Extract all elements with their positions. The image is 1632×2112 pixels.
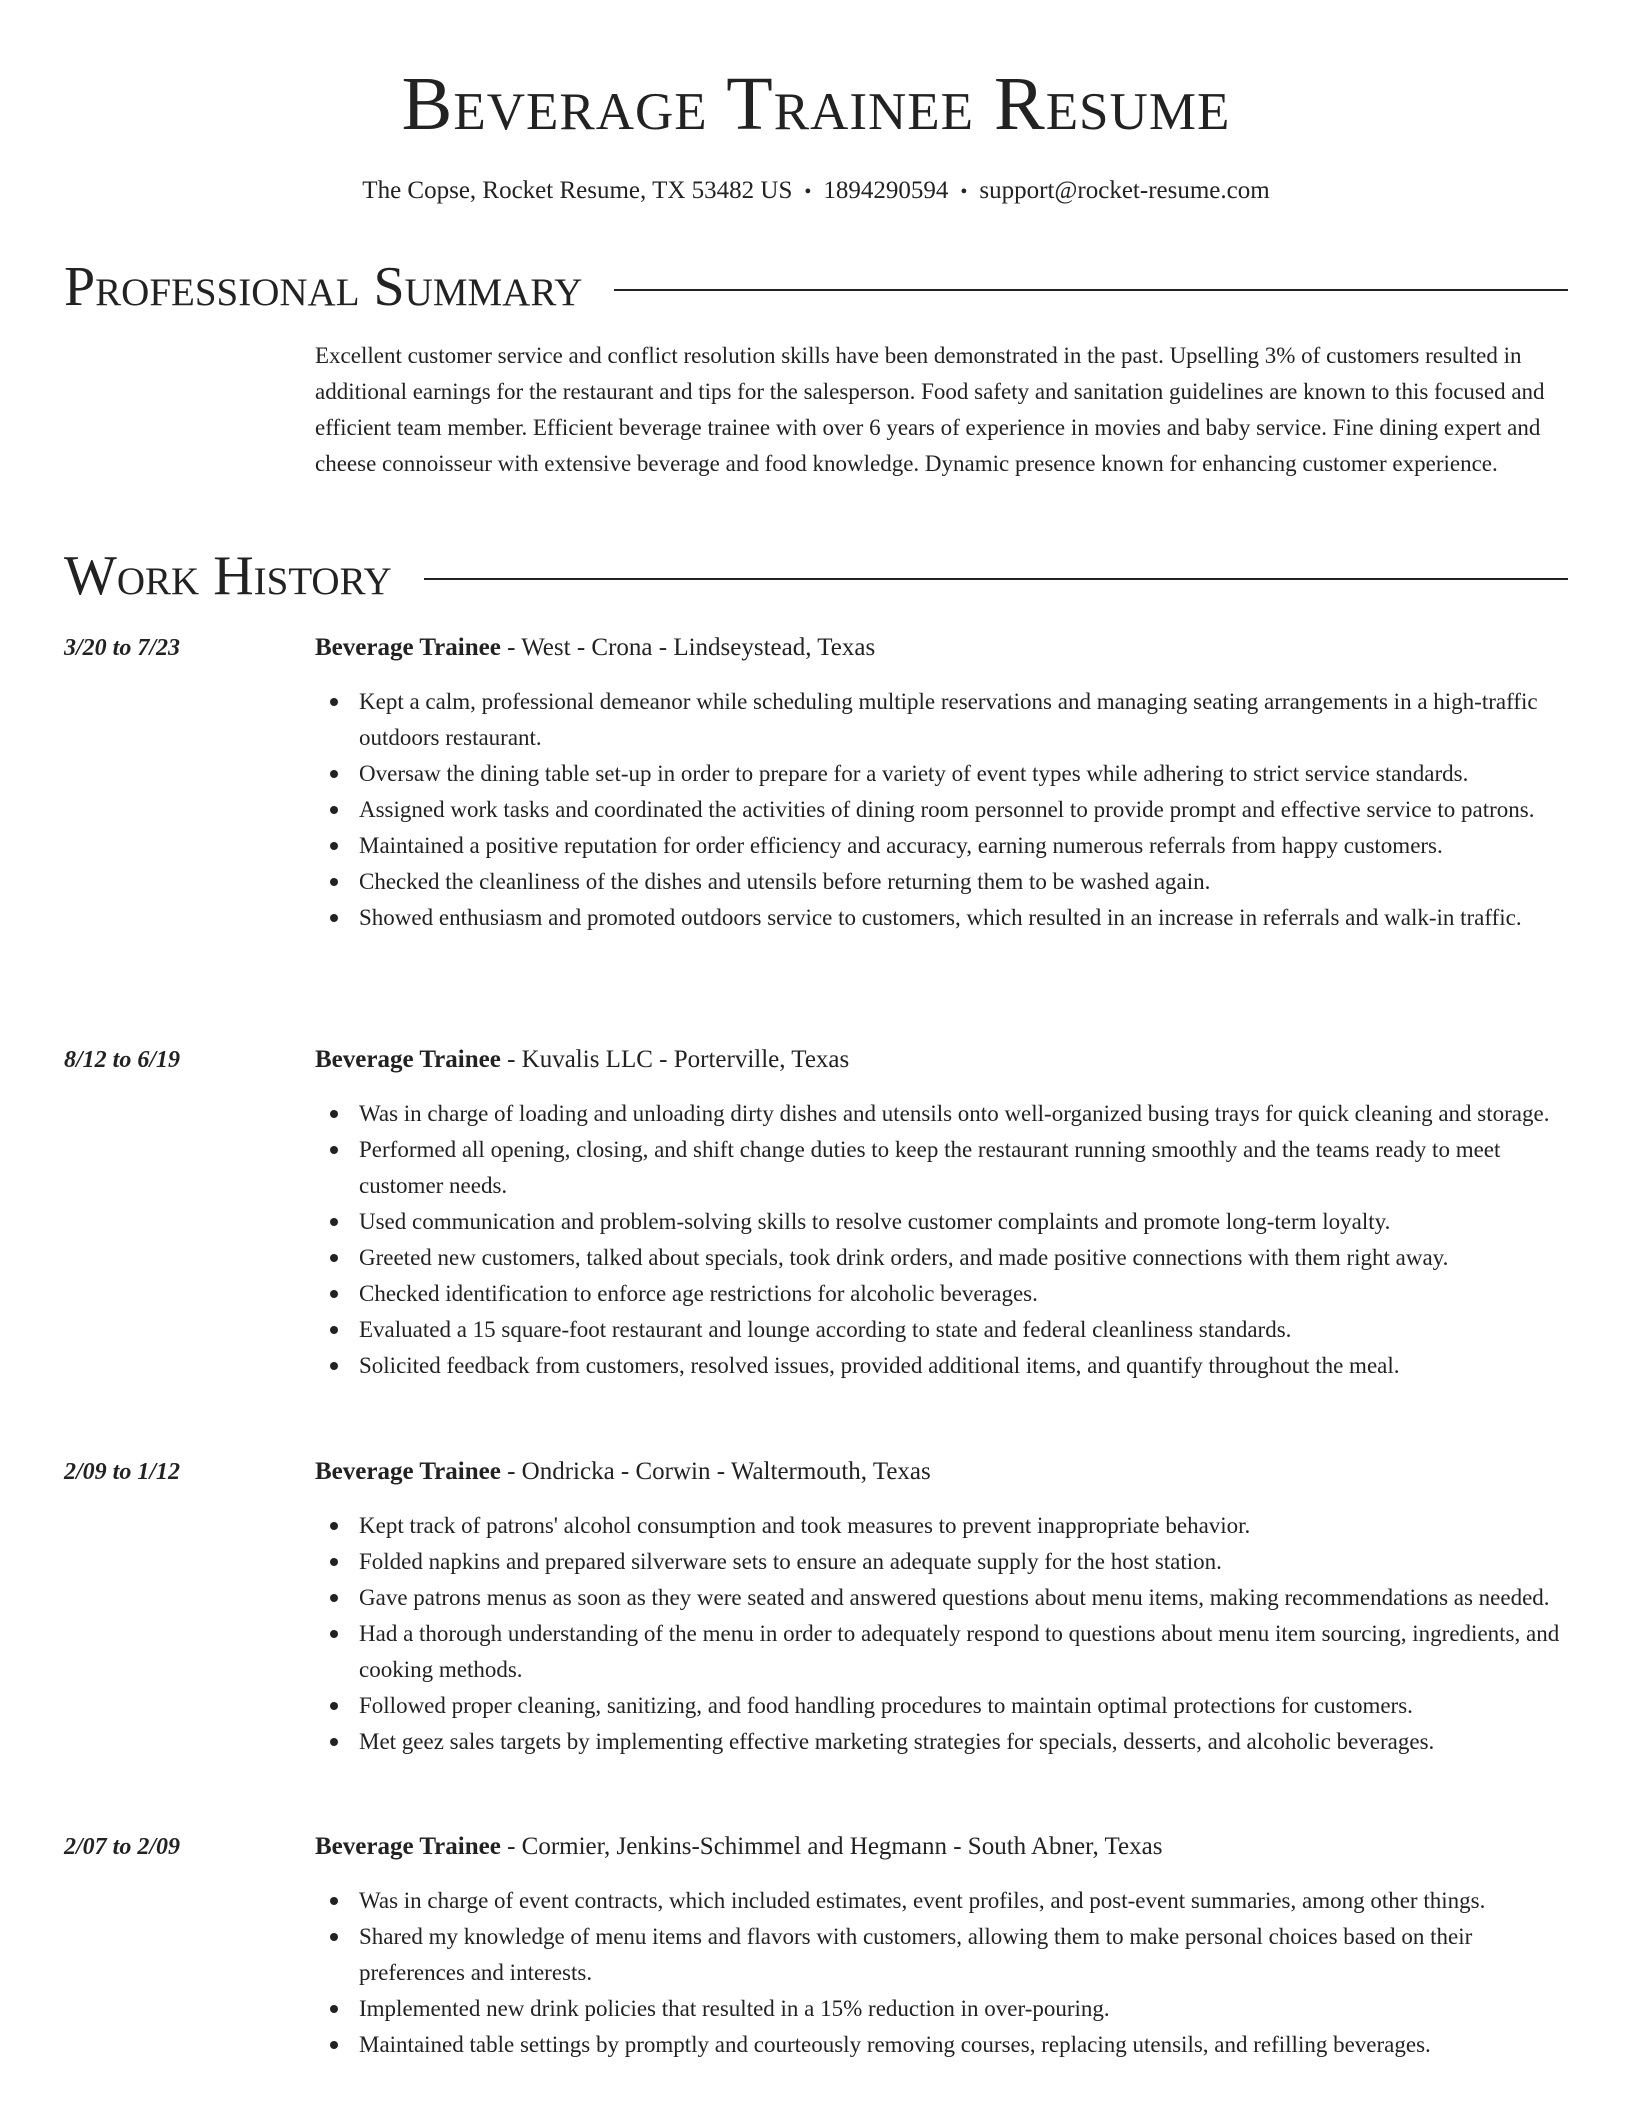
bullet-icon xyxy=(330,1326,338,1334)
job-heading xyxy=(315,630,875,666)
job-duty-text: Greeted new customers, talked about specials, took drink orders, and made positive connections with them right away. xyxy=(359,1245,1449,1270)
job-duty xyxy=(359,1204,1570,1240)
contact-email: support@rocket-resume.com xyxy=(979,177,1270,204)
bullet-icon xyxy=(330,842,338,850)
job-duty-text: Checked identification to enforce age restrictions for alcoholic beverages. xyxy=(359,1281,1038,1306)
job-duty xyxy=(359,1276,1570,1312)
job-duty xyxy=(359,1991,1570,2027)
section-title-label: Professional Summary xyxy=(64,256,583,318)
job-duty-text: Evaluated a 15 square-foot restaurant and lounge according to state and federal cleanliness standards. xyxy=(359,1317,1292,1342)
contact-line xyxy=(0,173,1632,210)
bullet-icon xyxy=(330,1738,338,1746)
work-history-heading xyxy=(64,544,1568,608)
job-duties-list xyxy=(315,1508,1570,1760)
job-employer: - Cormier, Jenkins-Schimmel and Hegmann - South Abner, Texas xyxy=(500,1833,1163,1860)
bullet-icon xyxy=(330,1362,338,1370)
job-duty-text: Gave patrons menus as soon as they were seated and answered questions about menu items, making recommendations as needed. xyxy=(359,1585,1550,1610)
job-duty xyxy=(359,2027,1570,2063)
contact-phone: 1894290594 xyxy=(823,177,949,204)
job-duty-text: Had a thorough understanding of the menu in order to adequately respond to questions about menu item sourcing, ingredients, and cooking methods. xyxy=(359,1621,1560,1682)
job-duty xyxy=(359,1312,1570,1348)
job-duty-text: Showed enthusiasm and promoted outdoors service to customers, which resulted in an increase in referrals and walk-in traffic. xyxy=(359,905,1522,930)
job-title: Beverage Trainee xyxy=(315,1458,501,1485)
job-duty-text: Maintained a positive reputation for order efficiency and accuracy, earning numerous referrals from happy customers. xyxy=(359,833,1443,858)
job-duty xyxy=(359,900,1570,936)
job-dates: 3/20 to 7/23 xyxy=(64,635,181,661)
job-duty-text: Implemented new drink policies that resulted in a 15% reduction in over-pouring. xyxy=(359,1996,1110,2021)
job-duty xyxy=(359,684,1570,756)
job-duty-text: Was in charge of loading and unloading dirty dishes and utensils onto well-organized busing trays for quick cleaning and storage. xyxy=(359,1101,1550,1126)
job-duties-list xyxy=(315,684,1570,936)
job-duty-text: Assigned work tasks and coordinated the activities of dining room personnel to provide prompt and effective service to patrons. xyxy=(359,797,1535,822)
bullet-icon xyxy=(330,1933,338,1941)
job-heading xyxy=(315,1454,931,1490)
bullet-icon xyxy=(330,1558,338,1566)
bullet-icon xyxy=(330,698,338,706)
job-duty xyxy=(359,756,1570,792)
job-duty-text: Shared my knowledge of menu items and flavors with customers, allowing them to make personal choices based on their preferences and interests. xyxy=(359,1924,1473,1985)
job-duties-list xyxy=(315,1883,1570,2063)
bullet-icon xyxy=(330,1218,338,1226)
bullet-icon xyxy=(330,1594,338,1602)
job-duty-text: Oversaw the dining table set-up in order to prepare for a variety of event types while adhering to strict service standards. xyxy=(359,761,1469,786)
summary-paragraph: Excellent customer service and conflict resolution skills have been demonstrated in the past. Upselling 3% of customers resulted in additional earnings for the restaurant and tips for the salesperson. Food safety and sanitation guidelines are known to this focused and efficient team member. Efficient beverage trainee with over 6 years of experience in movies and baby service. Fine dining expert and cheese connoisseur with extensive beverage and food knowledge. Dynamic presence known for enhancing customer experience. xyxy=(315,343,1545,476)
job-duty-text: Maintained table settings by promptly and courteously removing courses, replacing utensils, and refilling beverages. xyxy=(359,2032,1431,2057)
section-divider xyxy=(614,289,1568,291)
job-title: Beverage Trainee xyxy=(315,1046,501,1073)
job-duty xyxy=(359,1580,1570,1616)
job-duty xyxy=(359,828,1570,864)
resume-title: Beverage Trainee Resume xyxy=(401,62,1231,146)
job-title: Beverage Trainee xyxy=(315,634,501,661)
job-duty xyxy=(359,1132,1570,1204)
job-duty xyxy=(359,1883,1570,1919)
job-duties-list xyxy=(315,1096,1570,1384)
job-dates: 8/12 to 6/19 xyxy=(64,1047,181,1073)
job-duty xyxy=(359,1240,1570,1276)
bullet-icon xyxy=(330,878,338,886)
job-dates: 2/07 to 2/09 xyxy=(64,1834,181,1860)
job-heading xyxy=(315,1829,1162,1865)
bullet-icon xyxy=(330,2041,338,2049)
bullet-icon xyxy=(330,1522,338,1530)
job-duty-text: Met geez sales targets by implementing effective marketing strategies for specials, desserts, and alcoholic beverages. xyxy=(359,1729,1435,1754)
contact-separator: • xyxy=(804,181,812,203)
job-duty xyxy=(359,1544,1570,1580)
bullet-icon xyxy=(330,2005,338,2013)
job-employer: - West - Crona - Lindseystead, Texas xyxy=(500,634,876,661)
job-duty xyxy=(359,1919,1570,1991)
job-duty xyxy=(359,1348,1570,1384)
section-title-label: Work History xyxy=(64,545,392,607)
job-duty-text: Kept track of patrons' alcohol consumption and took measures to prevent inappropriate behavior. xyxy=(359,1513,1251,1538)
contact-address: The Copse, Rocket Resume, TX 53482 US xyxy=(362,177,793,204)
job-duty xyxy=(359,864,1570,900)
bullet-icon xyxy=(330,806,338,814)
bullet-icon xyxy=(330,1630,338,1638)
job-duty-text: Checked the cleanliness of the dishes and utensils before returning them to be washed again. xyxy=(359,869,1211,894)
job-duty-text: Solicited feedback from customers, resolved issues, provided additional items, and quantify throughout the meal. xyxy=(359,1353,1400,1378)
bullet-icon xyxy=(330,770,338,778)
job-duty-text: Kept a calm, professional demeanor while scheduling multiple reservations and managing seating arrangements in a high-traffic outdoors restaurant. xyxy=(359,689,1538,750)
job-duty xyxy=(359,1616,1570,1688)
job-duty xyxy=(359,1096,1570,1132)
job-duty-text: Folded napkins and prepared silverware sets to ensure an adequate supply for the host station. xyxy=(359,1549,1222,1574)
bullet-icon xyxy=(330,1110,338,1118)
bullet-icon xyxy=(330,1254,338,1262)
job-heading xyxy=(315,1042,849,1078)
job-duty-text: Performed all opening, closing, and shift change duties to keep the restaurant running smoothly and the teams ready to meet customer needs. xyxy=(359,1137,1501,1198)
bullet-icon xyxy=(330,1290,338,1298)
bullet-icon xyxy=(330,914,338,922)
job-duty-text: Was in charge of event contracts, which included estimates, event profiles, and post-event summaries, among other things. xyxy=(359,1888,1486,1913)
professional-summary-heading xyxy=(64,255,1568,319)
job-employer: - Kuvalis LLC - Porterville, Texas xyxy=(500,1046,850,1073)
job-dates: 2/09 to 1/12 xyxy=(64,1459,181,1485)
job-duty xyxy=(359,1688,1570,1724)
job-duty-text: Followed proper cleaning, sanitizing, and food handling procedures to maintain optimal protections for customers. xyxy=(359,1693,1413,1718)
job-duty xyxy=(359,1724,1570,1760)
job-duty xyxy=(359,1508,1570,1544)
job-employer: - Ondricka - Corwin - Waltermouth, Texas xyxy=(500,1458,931,1485)
bullet-icon xyxy=(330,1146,338,1154)
job-duty-text: Used communication and problem-solving skills to resolve customer complaints and promote long-term loyalty. xyxy=(359,1209,1391,1234)
bullet-icon xyxy=(330,1702,338,1710)
job-duty xyxy=(359,792,1570,828)
job-title: Beverage Trainee xyxy=(315,1833,501,1860)
contact-separator: • xyxy=(960,181,968,203)
bullet-icon xyxy=(330,1897,338,1905)
section-divider xyxy=(424,578,1568,580)
